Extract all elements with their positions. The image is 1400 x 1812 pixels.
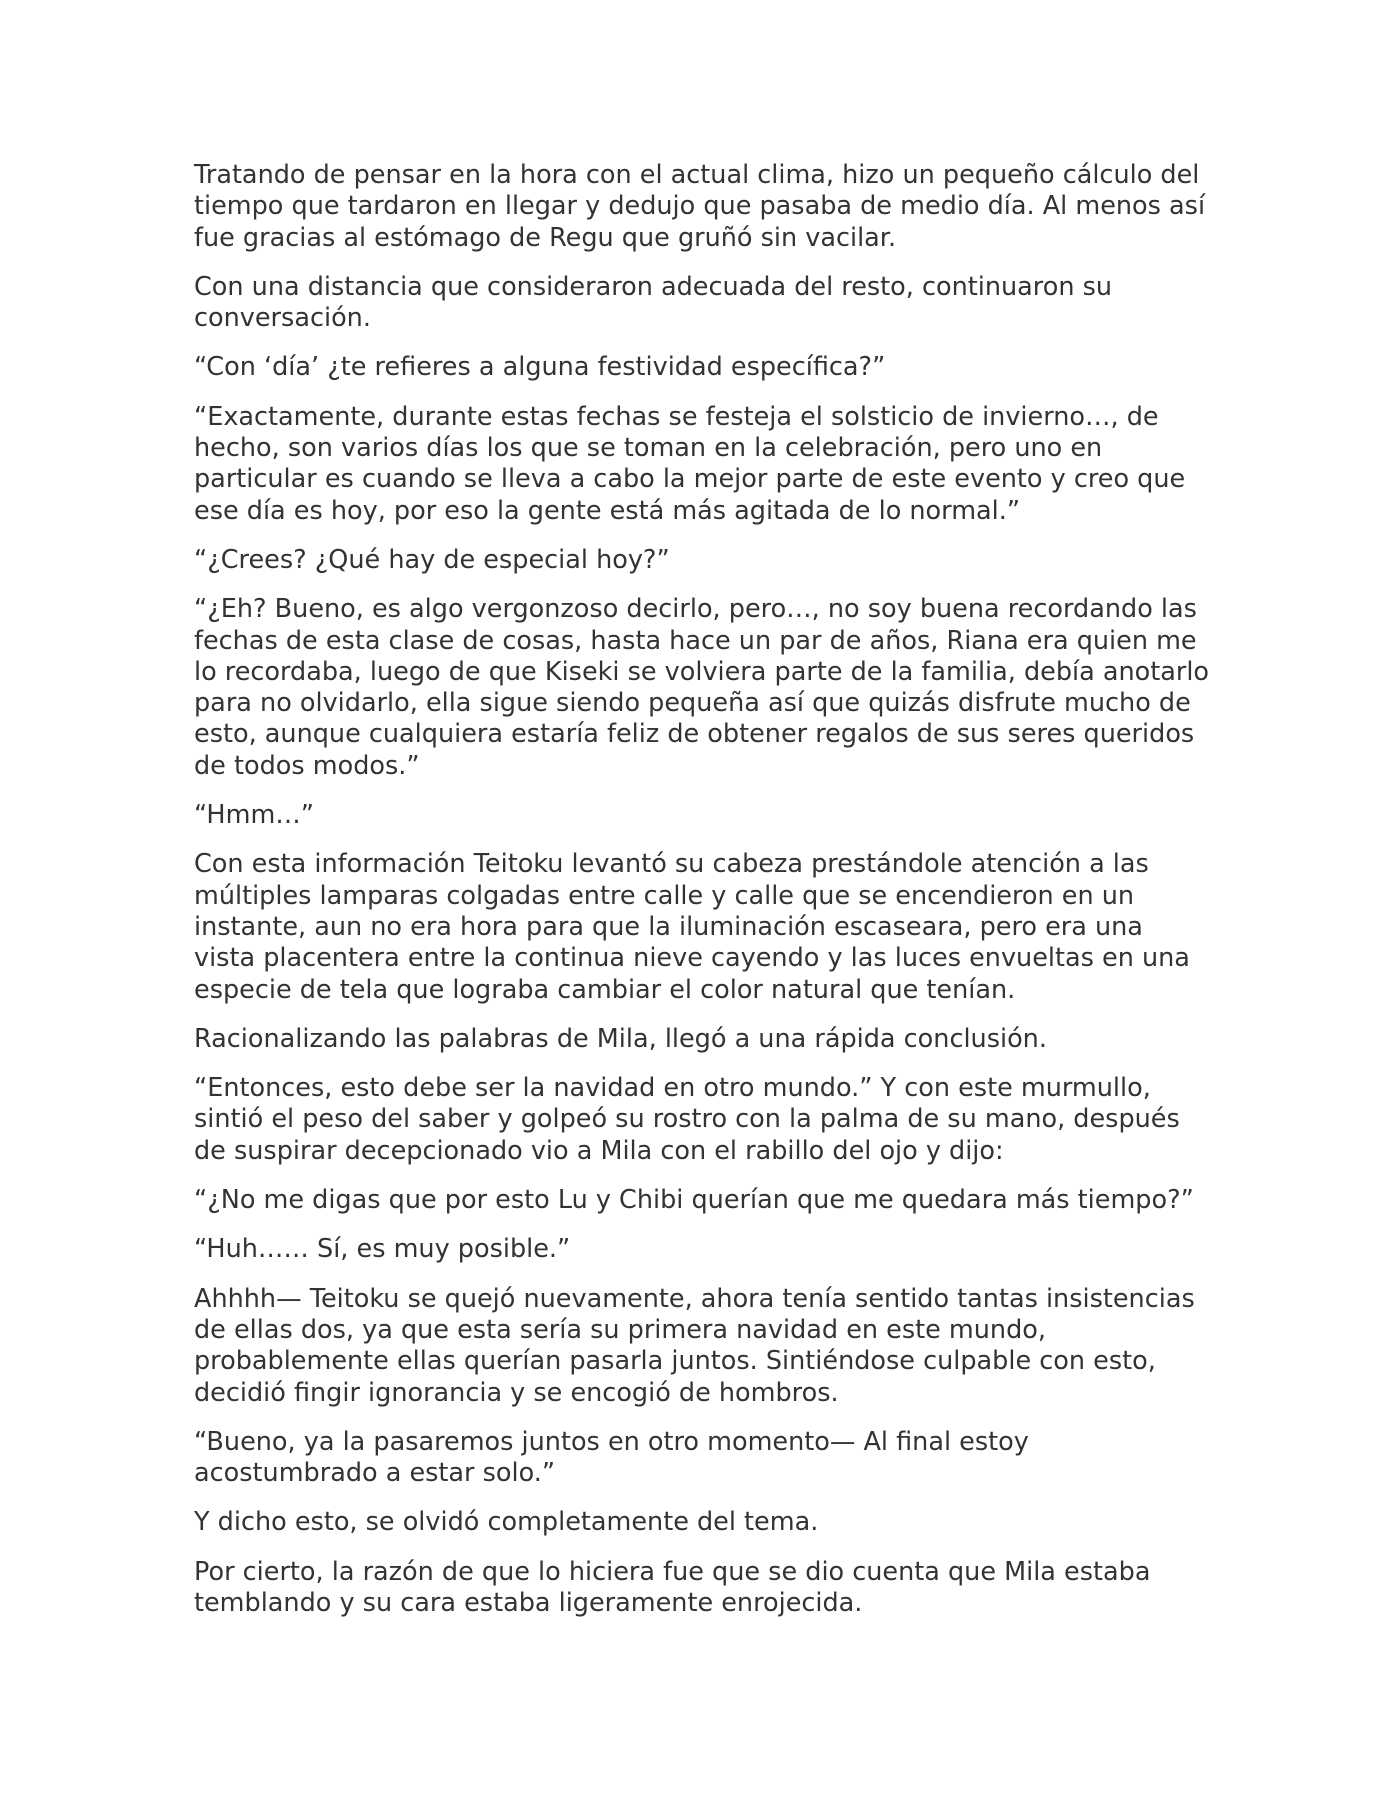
paragraph: Con una distancia que consideraron adecuada del resto, continuaron su conversación. — [194, 271, 1113, 334]
paragraph: “Entonces, esto debe ser la navidad en otro mundo.” Y con este murmullo, sintió el peso del saber y golpeó su rostro con la palma de su mano, después de suspirar decepcionado vio a Mila con el rabillo del ojo y dijo: — [194, 1073, 1180, 1166]
paragraph: “Hmm…” — [194, 800, 314, 831]
paragraph: “Bueno, ya la pasaremos juntos en otro momento— Al final estoy acostumbrado a estar solo.” — [194, 1426, 1029, 1489]
paragraph: Y dicho esto, se olvidó completamente del tema. — [194, 1507, 819, 1538]
paragraph: Con esta información Teitoku levantó su cabeza prestándole atención a las múltiples lamparas colgadas entre calle y calle que se encendieron en un instante, aun no era hora para que la iluminación escaseara, pero era una vista placentera entre la continua nieve cayendo y las luces envueltas en una especie de tela que lograba cambiar el color natural que tenían. — [194, 849, 1190, 1005]
paragraph: Tratando de pensar en la hora con el actual clima, hizo un pequeño cálculo del tiempo que tardaron en llegar y dedujo que pasaba de medio día. Al menos así fue gracias al estómago de Regu que gruñó sin vacilar. — [194, 160, 1206, 253]
paragraph: “¿Eh? Bueno, es algo vergonzoso decirlo, pero…, no soy buena recordando las fechas de esta clase de cosas, hasta hace un par de años, Riana era quien me lo recordaba, luego de que Kiseki se volviera parte de la familia, debía anotarlo para no olvidarlo, ella sigue siendo pequeña así que quizás disfrute mucho de esto, aunque cualquiera estaría feliz de obtener regalos de sus seres queridos de todos modos.” — [194, 594, 1210, 781]
paragraph: Racionalizando las palabras de Mila, llegó a una rápida conclusión. — [194, 1023, 1047, 1054]
document-page — [194, 160, 1210, 1637]
paragraph: “Huh…… Sí, es muy posible.” — [194, 1234, 571, 1265]
paragraph: “¿Crees? ¿Qué hay de especial hoy?” — [194, 544, 670, 575]
paragraph: “Con ‘día’ ¿te refieres a alguna festividad específica?” — [194, 352, 886, 383]
paragraph: Ahhhh— Teitoku se quejó nuevamente, ahora tenía sentido tantas insistencias de ellas dos, ya que esta sería su primera navidad en este mundo, probablemente ellas querían pasarla juntos. Sintiéndose culpable con esto, decidió fingir ignorancia y se encogió de hombros. — [194, 1283, 1195, 1408]
paragraph: “Exactamente, durante estas fechas se festeja el solsticio de invierno…, de hecho, son varios días los que se toman en la celebración, pero uno en particular es cuando se lleva a cabo la mejor parte de este evento y creo que ese día es hoy, por eso la gente está más agitada de lo normal.” — [194, 401, 1186, 526]
paragraph: Por cierto, la razón de que lo hiciera fue que se dio cuenta que Mila estaba temblando y su cara estaba ligeramente enrojecida. — [194, 1556, 1151, 1618]
paragraph: “¿No me digas que por esto Lu y Chibi querían que me quedara más tiempo?” — [194, 1185, 1194, 1216]
